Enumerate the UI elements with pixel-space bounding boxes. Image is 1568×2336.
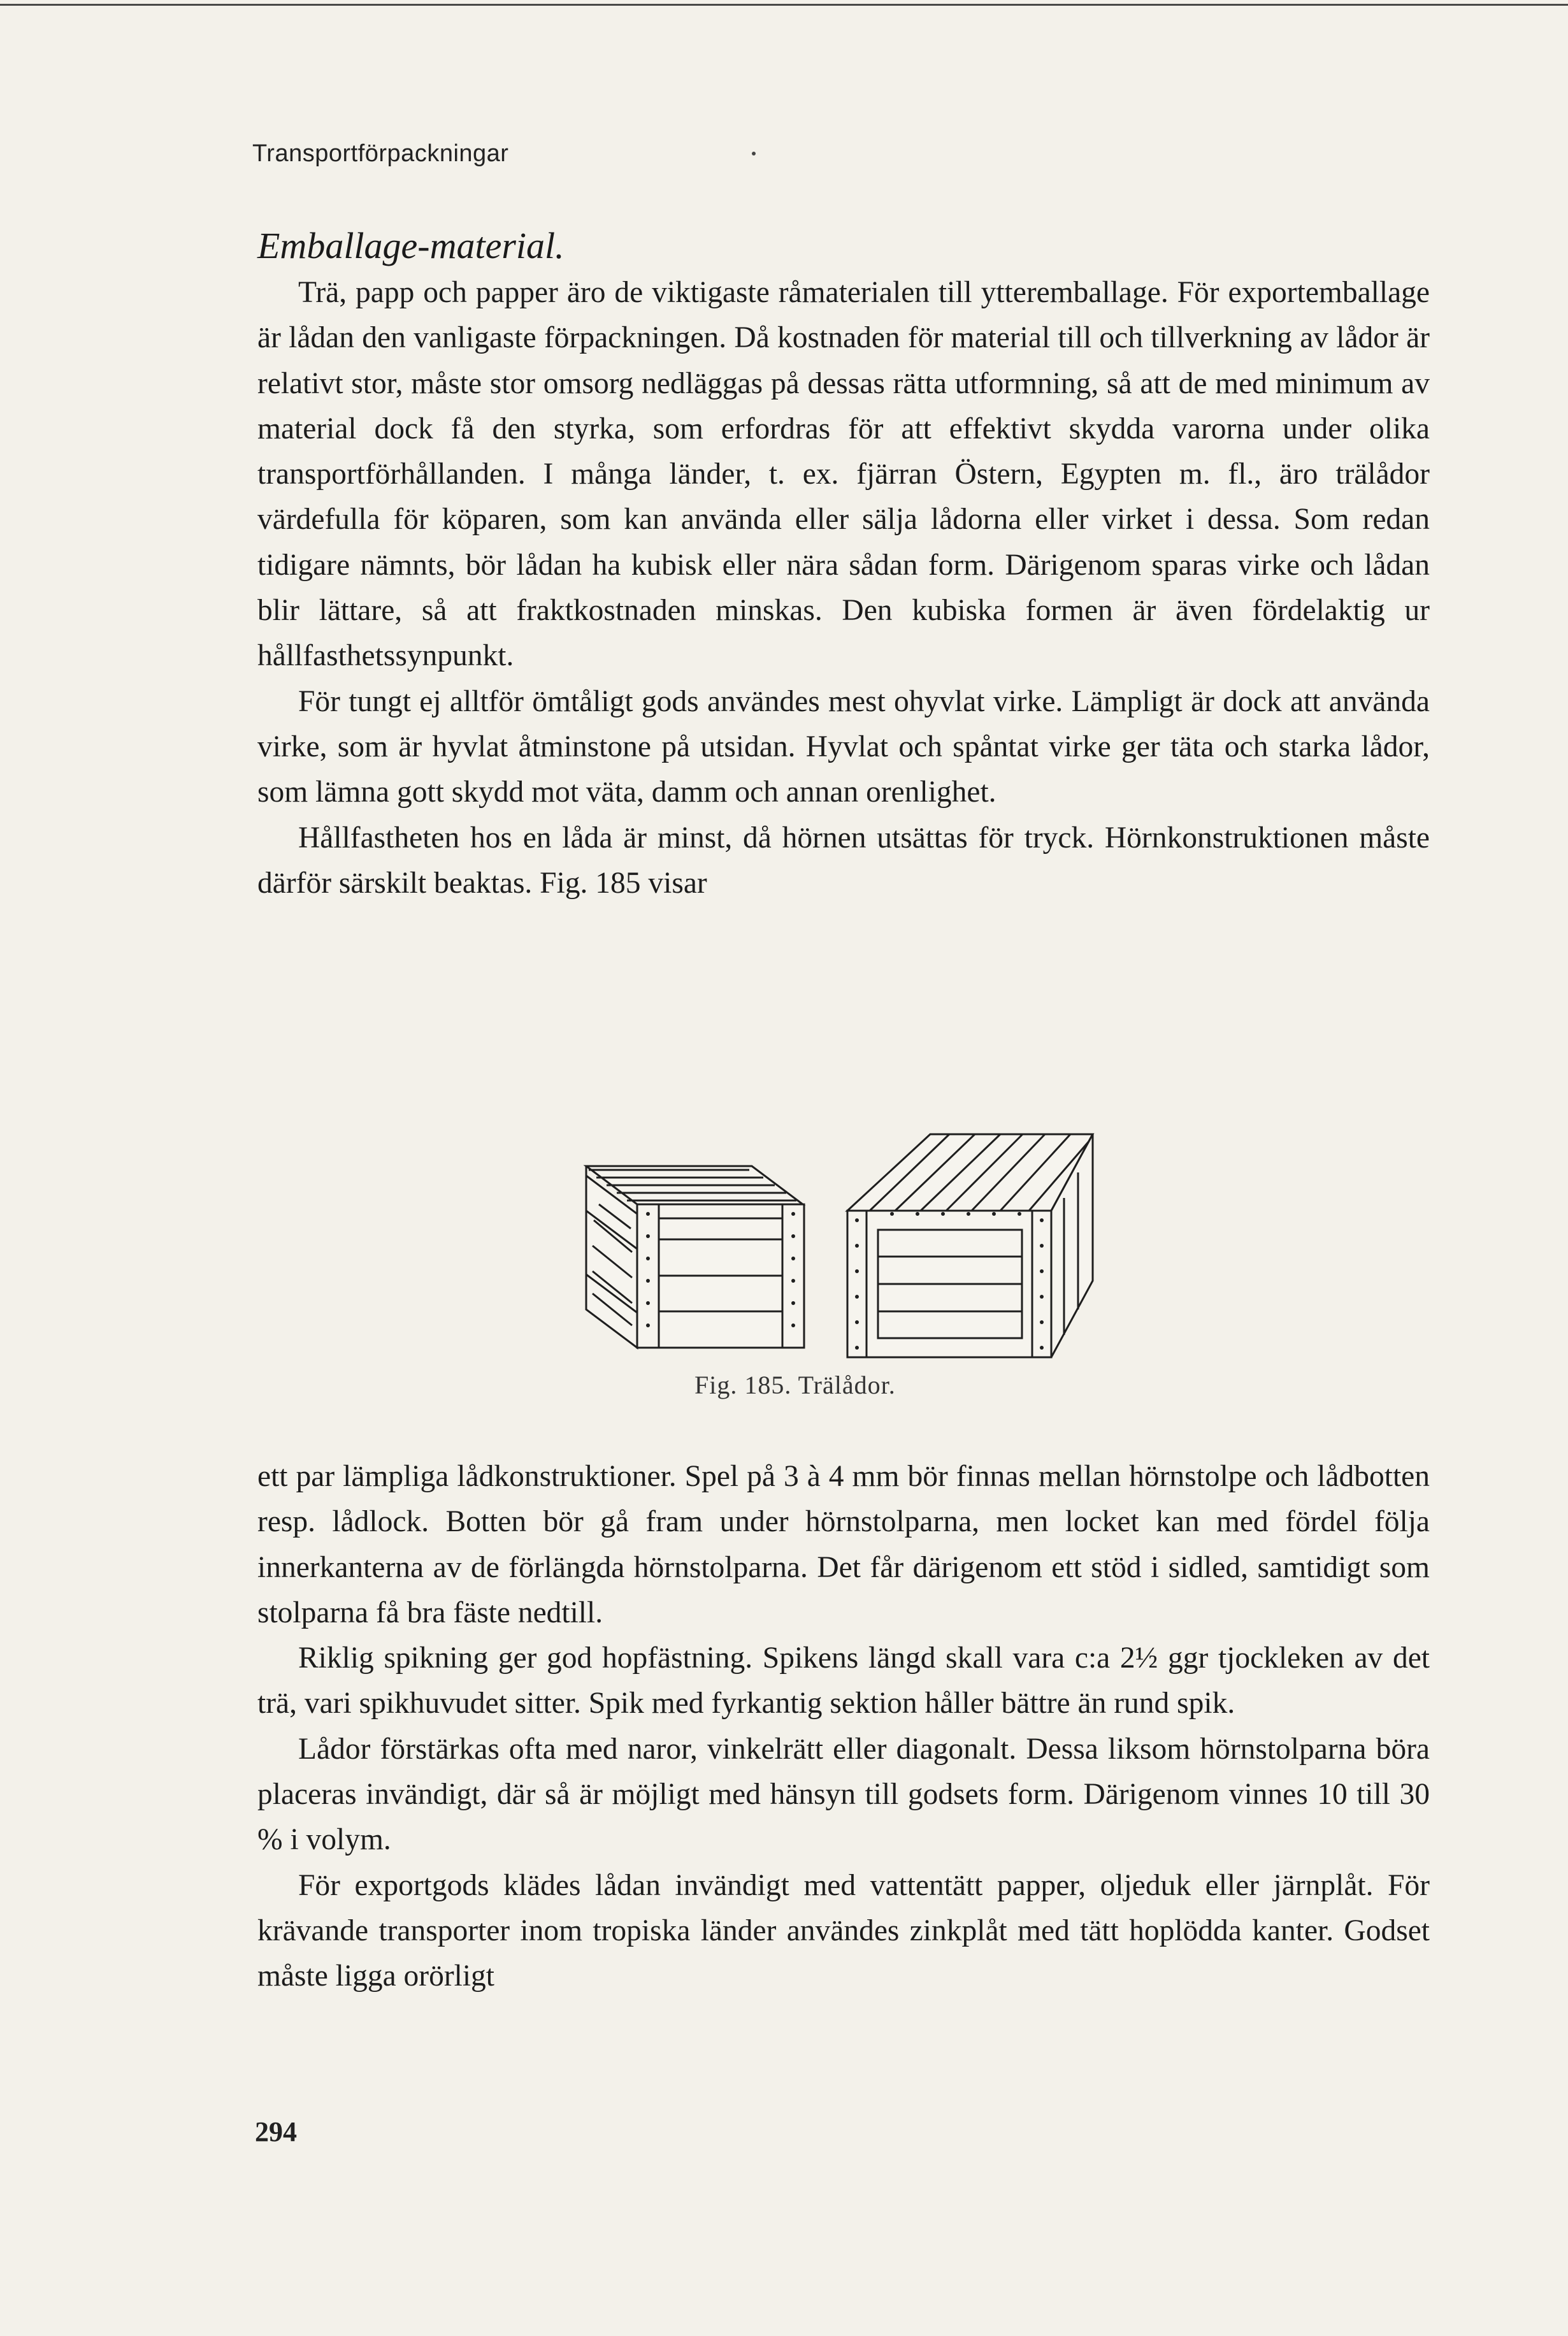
body-text-bottom	[257, 1454, 1430, 2000]
figure-caption: Fig. 185. Trälådor.	[694, 1371, 896, 1399]
paragraph: Trä, papp och papper äro de viktigaste råmaterialen till ytteremballage. För exportemballage är lådan den vanligaste förpackningen. Då kostnaden för material till och tillverkning av lådor är relativt stor, måste stor omsorg nedläggas på dessas rätta utformning, så att de med minimum av material dock få den styrka, som erfordras för att effektivt skydda varorna under olika transportförhållanden. I många länder, t. ex. fjärran Östern, Egypten m. fl., äro trälådor värdefulla för köparen, som kan använda eller sälja lådorna eller virket i dessa. Som redan tidigare nämnts, bör lådan ha kubisk eller nära sådan form. Därigenom sparas virke och lådan blir lättare, så att fraktkostnaden minskas. Den kubiska formen är även fördelaktig ur hållfasthetssynpunkt.	[257, 276, 1430, 673]
top-rule	[0, 4, 1568, 6]
paragraph: Lådor förstärkas ofta med naror, vinkelrätt eller diagonalt. Dessa liksom hörnstolparna böra placeras invändigt, där så är möjligt med hänsyn till godsets form. Därigenom vinnes 10 till 30 % i volym.	[257, 1732, 1430, 1857]
page-number: 294	[255, 2116, 297, 2147]
paragraph: För tungt ej alltför ömtåligt gods användes mest ohyvlat virke. Lämpligt är dock att använda virke, som är hyvlat åtminstone på utsidan. Hyvlat och spåntat virke ger täta och starka lådor, som lämna gott skydd mot väta, damm och annan orenlighet.	[257, 684, 1430, 809]
crate-illustrations	[561, 1109, 1109, 1364]
figure-wooden-crates	[561, 1109, 1109, 1376]
paragraph: För exportgods klädes lådan invändigt med vattentätt papper, oljeduk eller järnplåt. För krävande transporter inom tropiska länder användes zinkplåt med tätt hoplödda kanter. Godset måste ligga orörligt	[257, 1868, 1430, 1993]
right-crate-drawing	[847, 1134, 1093, 1357]
paragraph: Riklig spikning ger god hopfästning. Spikens längd skall vara c:a 2½ ggr tjockleken av det trä, vari spikhuvudet sitter. Spik med fyrkantig sektion håller bättre än rund spik.	[257, 1641, 1430, 1720]
paragraph: Hållfastheten hos en låda är minst, då hörnen utsättas för tryck. Hörnkonstruktionen måste därför särskilt beaktas. Fig. 185 visar	[257, 821, 1430, 900]
section-title: Emballage-material.	[257, 225, 565, 266]
running-header: Transportförpackningar	[252, 140, 509, 167]
body-text-top	[257, 270, 1430, 906]
left-crate-drawing	[586, 1166, 804, 1348]
paragraph: ett par lämpliga lådkonstruktioner. Spel på 3 à 4 mm bör finnas mellan hörnstolpe och lådbotten resp. lådlock. Botten bör gå fram under hörnstolparna, men locket kan med fördel följa innerkanterna av de förlängda hörnstolparna. Det får därigenom ett stöd i sidled, samtidigt som stolparna få bra fäste nedtill.	[257, 1460, 1430, 1629]
header-dot	[752, 152, 756, 155]
